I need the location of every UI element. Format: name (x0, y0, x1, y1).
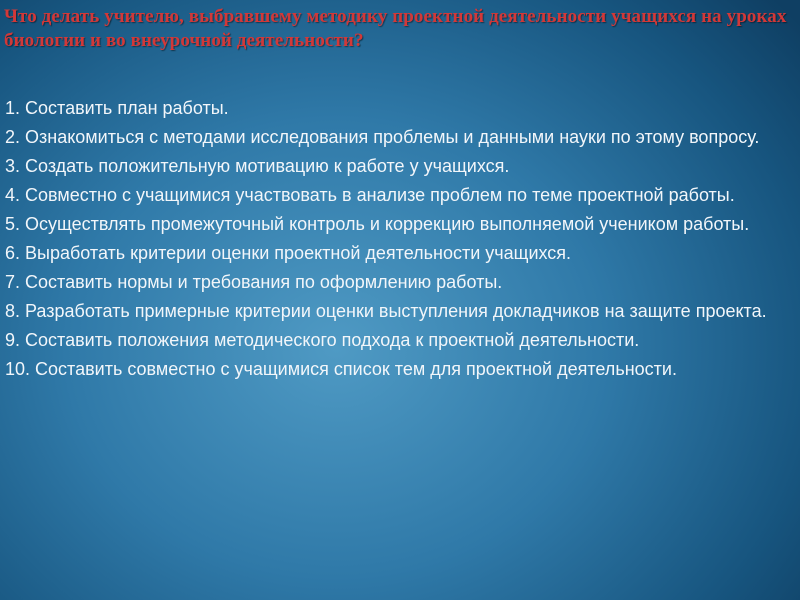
list-item-4: 4. Совместно с учащимися участвовать в анализе проблем по теме проектной работы. (5, 185, 735, 205)
steps-list (5, 96, 795, 386)
list-item-3: 3. Создать положительную мотивацию к работе у учащихся. (5, 156, 510, 176)
list-item-6: 6. Выработать критерии оценки проектной деятельности учащихся. (5, 243, 572, 263)
list-item-9: 9. Составить положения методического подхода к проектной деятельности. (5, 330, 640, 350)
list-item-10: 10. Составить совместно с учащимися список тем для проектной деятельности. (5, 359, 677, 379)
list-item-1: 1. Составить план работы. (5, 98, 229, 118)
list-item-8: 8. Разработать примерные критерии оценки выступления докладчиков на защите проекта. (5, 301, 767, 321)
list-item-5: 5. Осуществлять промежуточный контроль и коррекцию выполняемой учеником работы. (5, 214, 750, 234)
slide-title: Что делать учителю, выбравшему методику проектной деятельности учащихся на уроках биологии и во внеурочной деятельности? (4, 6, 787, 51)
list-item-2: 2. Ознакомиться с методами исследования проблемы и данными науки по этому вопросу. (5, 127, 760, 147)
list-item-7: 7. Составить нормы и требования по оформлению работы. (5, 272, 503, 292)
